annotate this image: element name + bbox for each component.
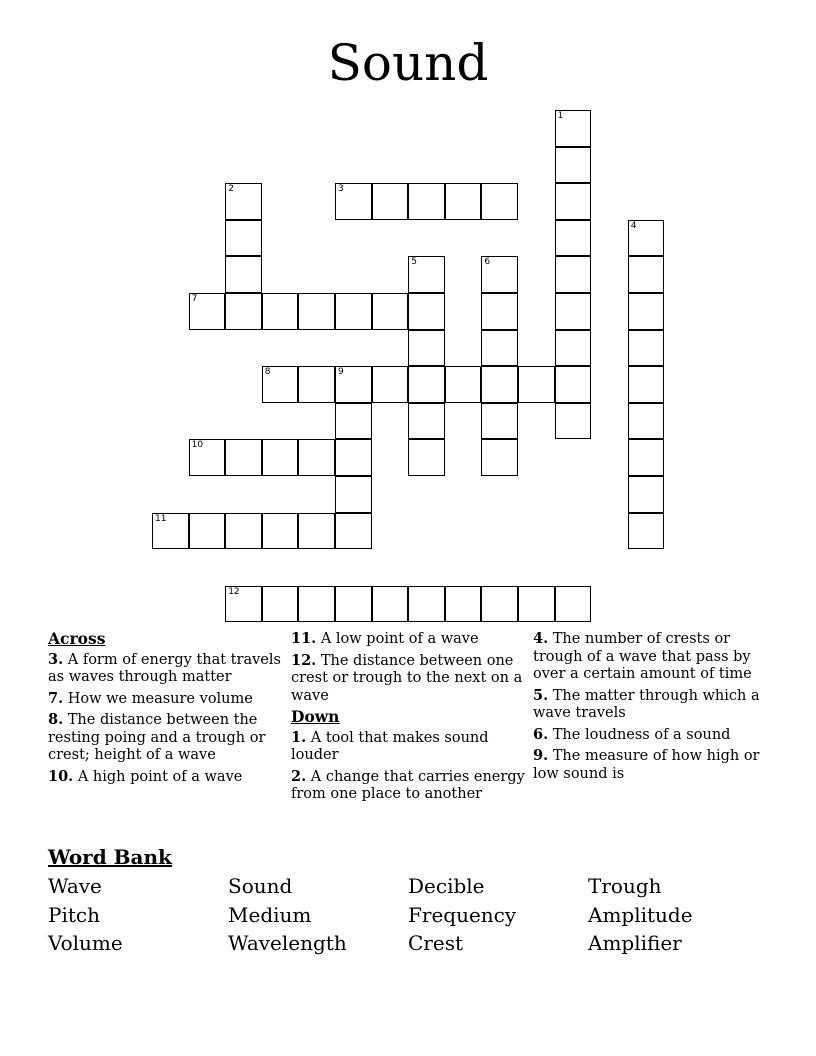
clue-number: 5.	[533, 686, 549, 704]
word-bank-item: Wave	[48, 874, 102, 898]
word-bank	[48, 872, 768, 958]
clue-text: A change that carries energy from one place to another	[291, 768, 525, 802]
clue-number-label: 2	[228, 184, 234, 195]
grid-cell[interactable]	[555, 330, 592, 367]
grid-cell[interactable]	[481, 256, 518, 293]
clue-across-7	[48, 690, 284, 709]
grid-cell[interactable]	[335, 586, 372, 623]
clue-down-4	[533, 630, 769, 684]
word-bank-item: Amplifier	[588, 931, 682, 955]
grid-cell[interactable]	[335, 513, 372, 550]
grid-cell[interactable]	[262, 366, 299, 403]
clues-column-3	[533, 630, 769, 786]
grid-cell[interactable]	[225, 293, 262, 330]
grid-cell[interactable]	[628, 513, 665, 550]
clue-down-6	[533, 726, 769, 745]
clue-down-2	[291, 768, 527, 804]
clues-column-2	[291, 630, 527, 807]
clue-text: The loudness of a sound	[552, 726, 731, 743]
grid-cell[interactable]	[225, 256, 262, 293]
grid-cell[interactable]	[262, 586, 299, 623]
word-bank-item: Crest	[408, 931, 463, 955]
grid-cell[interactable]	[189, 439, 226, 476]
grid-cell[interactable]	[298, 586, 335, 623]
grid-cell[interactable]	[408, 330, 445, 367]
grid-cell[interactable]	[372, 293, 409, 330]
grid-cell[interactable]	[298, 513, 335, 550]
down-heading: Down	[291, 707, 340, 726]
grid-cell[interactable]	[481, 439, 518, 476]
grid-cell[interactable]	[408, 293, 445, 330]
grid-cell[interactable]	[555, 256, 592, 293]
word-bank-item: Amplitude	[588, 902, 693, 927]
clue-number: 7.	[48, 689, 64, 707]
grid-cell[interactable]	[555, 366, 592, 403]
clue-across-8	[48, 711, 284, 765]
clue-text: A high point of a wave	[77, 768, 243, 785]
grid-cell[interactable]	[481, 183, 518, 220]
clue-down-9	[533, 747, 769, 783]
grid-cell[interactable]	[408, 403, 445, 440]
grid-cell[interactable]	[372, 183, 409, 220]
word-bank-item: Medium	[228, 902, 312, 927]
clue-across-10	[48, 768, 284, 787]
clue-number-label: 6	[484, 257, 491, 268]
clue-number-label: 5	[411, 257, 417, 268]
grid-cell[interactable]	[445, 366, 482, 403]
clue-text: A low point of a wave	[320, 631, 479, 647]
clue-text: A form of energy that travels as waves through matter	[48, 651, 281, 685]
grid-cell[interactable]	[189, 513, 226, 550]
grid-cell[interactable]	[372, 366, 409, 403]
grid-cell[interactable]	[225, 183, 262, 220]
clue-number: 10.	[48, 767, 74, 785]
clue-number-label: 10	[191, 440, 204, 451]
page-title: Sound	[327, 34, 489, 92]
grid-cell[interactable]	[335, 293, 372, 330]
grid-cell[interactable]	[408, 586, 445, 623]
grid-cell[interactable]	[298, 293, 335, 330]
word-bank-item: Pitch	[48, 902, 100, 927]
grid-cell[interactable]	[628, 476, 665, 513]
clue-text: The distance between the resting poing and a trough or crest; height of a wave	[48, 712, 266, 763]
clue-down-1	[291, 729, 527, 765]
grid-cell[interactable]	[628, 439, 665, 476]
grid-cell[interactable]	[481, 293, 518, 330]
clue-number-label: 9	[338, 367, 344, 378]
grid-cell[interactable]	[628, 366, 665, 403]
clue-number-label: 3	[338, 184, 344, 195]
clue-number: 3.	[48, 650, 64, 668]
grid-cell[interactable]	[408, 256, 445, 293]
grid-cell[interactable]	[152, 513, 189, 550]
clue-down-5	[533, 687, 769, 723]
grid-cell[interactable]	[225, 220, 262, 257]
grid-cell[interactable]	[335, 403, 372, 440]
clue-across-3	[48, 651, 284, 687]
grid-cell[interactable]	[481, 403, 518, 440]
grid-cell[interactable]	[225, 439, 262, 476]
grid-cell[interactable]	[225, 513, 262, 550]
across-heading: Across	[48, 629, 106, 648]
clue-number: 12.	[291, 651, 317, 669]
grid-cell[interactable]	[518, 366, 555, 403]
clue-across-11	[291, 630, 527, 649]
grid-cell[interactable]	[628, 403, 665, 440]
grid-cell[interactable]	[555, 220, 592, 257]
clue-number: 4.	[533, 630, 549, 647]
word-bank-item: Trough	[588, 874, 662, 898]
clues-column-1	[48, 630, 284, 789]
word-bank-item: Decible	[408, 874, 485, 898]
grid-cell[interactable]	[555, 183, 592, 220]
grid-cell[interactable]	[408, 183, 445, 220]
clue-number: 9.	[533, 747, 549, 764]
clue-text: The distance between one crest or trough to the next on a wave	[291, 652, 523, 704]
grid-cell[interactable]	[628, 330, 665, 367]
grid-cell[interactable]	[628, 293, 665, 330]
grid-cell[interactable]	[335, 366, 372, 403]
clue-text: The measure of how high or low sound is	[533, 748, 760, 782]
grid-cell[interactable]	[372, 586, 409, 623]
grid-cell[interactable]	[335, 439, 372, 476]
clue-number-label: 8	[264, 367, 271, 378]
grid-cell[interactable]	[628, 220, 665, 257]
grid-cell[interactable]	[262, 293, 299, 330]
clue-number-label: 7	[191, 294, 198, 304]
grid-cell[interactable]	[481, 330, 518, 367]
clue-text: How we measure volume	[67, 690, 253, 707]
grid-cell[interactable]	[555, 293, 592, 330]
clue-number-label: 1	[557, 111, 564, 121]
grid-cell[interactable]	[555, 147, 592, 184]
grid-cell[interactable]	[262, 513, 299, 550]
grid-cell[interactable]	[555, 110, 592, 147]
word-bank-item: Frequency	[408, 902, 517, 927]
clue-number: 6.	[533, 725, 549, 743]
grid-cell[interactable]	[335, 183, 372, 220]
grid-cell[interactable]	[555, 403, 592, 440]
grid-cell[interactable]	[445, 183, 482, 220]
grid-cell[interactable]	[298, 439, 335, 476]
clue-text: The matter through which a wave travels	[533, 687, 760, 721]
clue-across-12	[291, 652, 527, 706]
clue-number-label: 4	[630, 220, 637, 231]
word-bank-item: Wavelength	[228, 931, 347, 955]
grid-cell[interactable]	[225, 586, 262, 623]
word-bank-item: Volume	[48, 931, 123, 955]
grid-cell[interactable]	[335, 476, 372, 513]
grid-cell[interactable]	[408, 439, 445, 476]
grid-cell[interactable]	[555, 586, 592, 623]
clue-number-label: 11	[155, 513, 167, 524]
clue-number-label: 12	[228, 586, 240, 597]
grid-cell[interactable]	[408, 366, 445, 403]
clue-text: The number of crests or trough of a wave that pass by over a certain amount of time	[533, 631, 752, 682]
clue-number: 1.	[291, 728, 307, 746]
grid-cell[interactable]	[445, 586, 482, 623]
word-bank-item: Sound	[228, 874, 293, 898]
grid-cell[interactable]	[518, 586, 555, 623]
clue-number: 8.	[48, 711, 64, 728]
grid-cell[interactable]	[481, 366, 518, 403]
grid-cell[interactable]	[481, 586, 518, 623]
clue-text: A tool that makes sound louder	[291, 729, 489, 763]
clue-number: 2.	[291, 767, 307, 785]
word-bank-heading: Word Bank	[48, 845, 172, 869]
clue-number: 11.	[291, 630, 317, 647]
grid-cell[interactable]	[628, 256, 665, 293]
grid-cell[interactable]	[262, 439, 299, 476]
grid-cell[interactable]	[298, 366, 335, 403]
grid-cell[interactable]	[189, 293, 226, 330]
